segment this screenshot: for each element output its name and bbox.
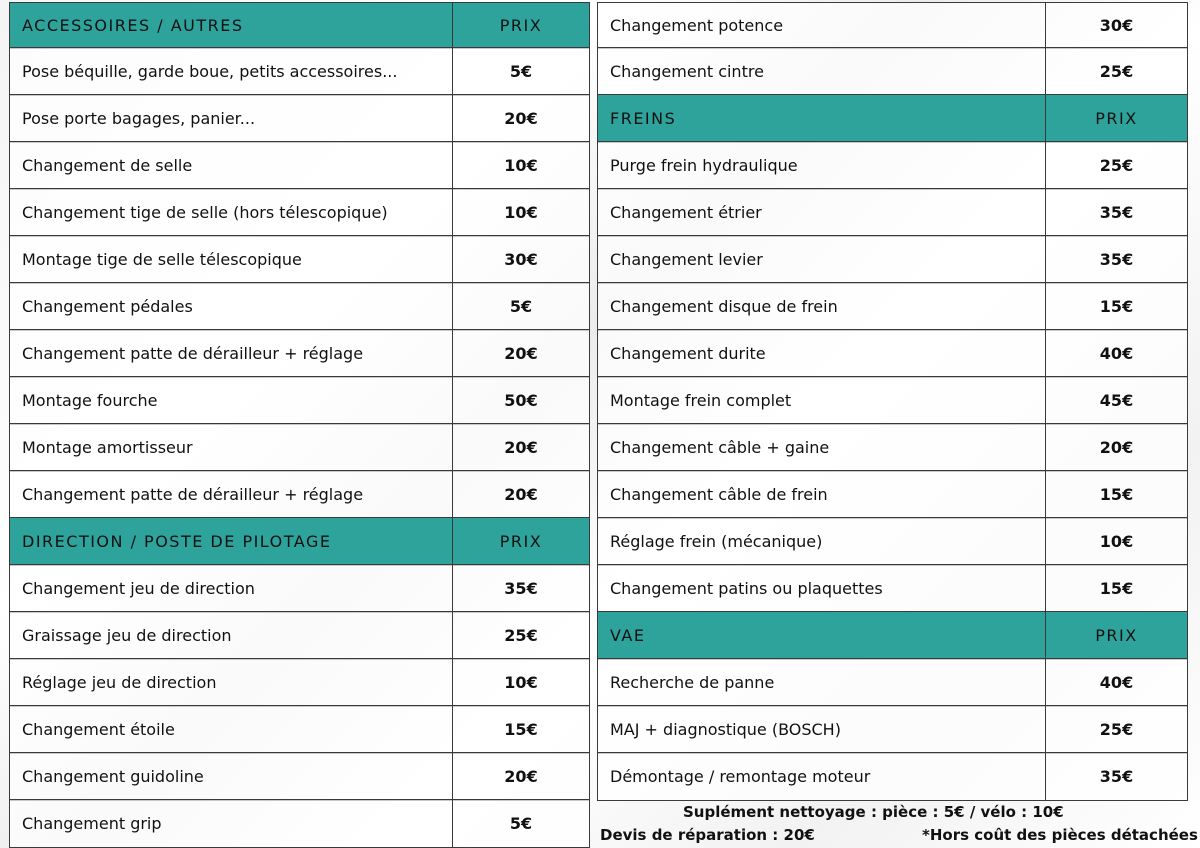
- service-price: 25€: [504, 626, 538, 645]
- price-column-header: PRIX: [499, 532, 543, 551]
- price-row: [9, 705, 590, 754]
- service-name: Graissage jeu de direction: [10, 612, 453, 659]
- price-row: [597, 282, 1188, 331]
- price-row: [9, 188, 590, 237]
- service-price: 50€: [504, 391, 538, 410]
- service-price: 40€: [1099, 673, 1134, 692]
- price-row: [9, 141, 590, 190]
- price-row: [597, 470, 1188, 519]
- price-row: [597, 47, 1188, 96]
- price-row: [597, 235, 1188, 284]
- service-name: Changement câble + gaine: [598, 424, 1046, 471]
- price-row: [9, 376, 590, 425]
- service-name: Changement étoile: [10, 706, 453, 753]
- service-name: Recherche de panne: [598, 659, 1046, 706]
- service-price: 20€: [504, 485, 538, 504]
- price-row: [9, 235, 590, 284]
- section-title: FREINS: [598, 95, 1046, 142]
- service-name: Changement étrier: [598, 189, 1046, 236]
- service-name: Changement pédales: [10, 283, 453, 330]
- service-name: Réglage frein (mécanique): [598, 518, 1046, 565]
- service-price: 5€: [509, 814, 533, 833]
- service-name: Réglage jeu de direction: [10, 659, 453, 706]
- price-row: [597, 376, 1188, 425]
- service-name: Changement jeu de direction: [10, 565, 453, 612]
- service-name: Changement tige de selle (hors télescopique): [10, 189, 453, 236]
- price-row: [597, 517, 1188, 566]
- service-price: 20€: [504, 767, 538, 786]
- service-name: Montage tige de selle télescopique: [10, 236, 453, 283]
- price-row: [9, 799, 590, 848]
- service-price: 10€: [1099, 532, 1134, 551]
- quote-price-note: Devis de réparation : 20€: [600, 826, 815, 844]
- service-price: 5€: [509, 297, 533, 316]
- section-header-direction-poste-de-pilotage: [9, 517, 590, 566]
- service-price: 15€: [1099, 579, 1134, 598]
- price-row: [9, 282, 590, 331]
- service-price: 35€: [504, 579, 538, 598]
- service-price: 35€: [1099, 203, 1134, 222]
- service-name: Changement grip: [10, 800, 453, 847]
- cleaning-supplement-note: Suplément nettoyage : pièce : 5€ / vélo : 10€: [683, 803, 1064, 821]
- service-name: Montage frein complet: [598, 377, 1046, 424]
- price-column-header: PRIX: [1095, 626, 1138, 645]
- service-price: 30€: [504, 250, 538, 269]
- service-name: Changement durite: [598, 330, 1046, 377]
- price-row: [597, 329, 1188, 378]
- service-price: 10€: [504, 203, 538, 222]
- service-price: 15€: [1099, 297, 1134, 316]
- service-price: 10€: [504, 156, 538, 175]
- service-name: Changement câble de frein: [598, 471, 1046, 518]
- service-name: Pose béquille, garde boue, petits accessoires...: [10, 48, 453, 95]
- section-header-vae: [597, 611, 1188, 660]
- price-row: [597, 141, 1188, 190]
- price-row: [9, 470, 590, 519]
- price-column-header: PRIX: [499, 16, 543, 35]
- price-row: [597, 658, 1188, 707]
- service-price: 25€: [1099, 62, 1134, 81]
- price-column-header: PRIX: [1095, 109, 1138, 128]
- service-price: 20€: [1099, 438, 1134, 457]
- service-name: Pose porte bagages, panier...: [10, 95, 453, 142]
- price-row: [597, 2, 1188, 49]
- service-name: Montage amortisseur: [10, 424, 453, 471]
- price-row: [597, 705, 1188, 754]
- price-row: [9, 611, 590, 660]
- service-name: Changement de selle: [10, 142, 453, 189]
- service-name: Changement levier: [598, 236, 1046, 283]
- price-row: [9, 752, 590, 801]
- parts-excluded-note: *Hors coût des pièces détachées: [922, 826, 1198, 844]
- service-price: 25€: [1099, 156, 1134, 175]
- price-row: [9, 564, 590, 613]
- price-row: [9, 658, 590, 707]
- section-title: VAE: [598, 612, 1046, 659]
- service-price: 20€: [504, 109, 538, 128]
- service-name: Changement patins ou plaquettes: [598, 565, 1046, 612]
- service-name: Changement potence: [598, 3, 1046, 48]
- service-price: 15€: [1099, 485, 1134, 504]
- service-name: Changement patte de dérailleur + réglage: [10, 330, 453, 377]
- section-title: ACCESSOIRES / AUTRES: [10, 3, 453, 48]
- price-row: [597, 423, 1188, 472]
- service-name: Purge frein hydraulique: [598, 142, 1046, 189]
- service-price: 15€: [504, 720, 538, 739]
- service-price: 35€: [1099, 250, 1134, 269]
- section-header-accessoires-autres: [9, 2, 590, 49]
- service-price: 35€: [1099, 767, 1134, 786]
- service-name: Changement disque de frein: [598, 283, 1046, 330]
- service-price: 5€: [509, 62, 533, 81]
- service-price: 30€: [1099, 16, 1134, 35]
- service-price: 10€: [504, 673, 538, 692]
- service-price: 20€: [504, 438, 538, 457]
- price-row: [597, 564, 1188, 613]
- service-name: MAJ + diagnostique (BOSCH): [598, 706, 1046, 753]
- price-row: [597, 752, 1188, 801]
- service-price: 25€: [1099, 720, 1134, 739]
- price-row: [597, 188, 1188, 237]
- price-row: [9, 423, 590, 472]
- service-name: Démontage / remontage moteur: [598, 753, 1046, 800]
- price-row: [9, 329, 590, 378]
- service-price: 20€: [504, 344, 538, 363]
- section-title: DIRECTION / POSTE DE PILOTAGE: [10, 518, 453, 565]
- service-name: Changement cintre: [598, 48, 1046, 95]
- service-name: Changement patte de dérailleur + réglage: [10, 471, 453, 518]
- price-row: [9, 47, 590, 96]
- price-row: [9, 94, 590, 143]
- section-header-freins: [597, 94, 1188, 143]
- service-price: 40€: [1099, 344, 1134, 363]
- service-name: Changement guidoline: [10, 753, 453, 800]
- service-price: 45€: [1099, 391, 1134, 410]
- service-name: Montage fourche: [10, 377, 453, 424]
